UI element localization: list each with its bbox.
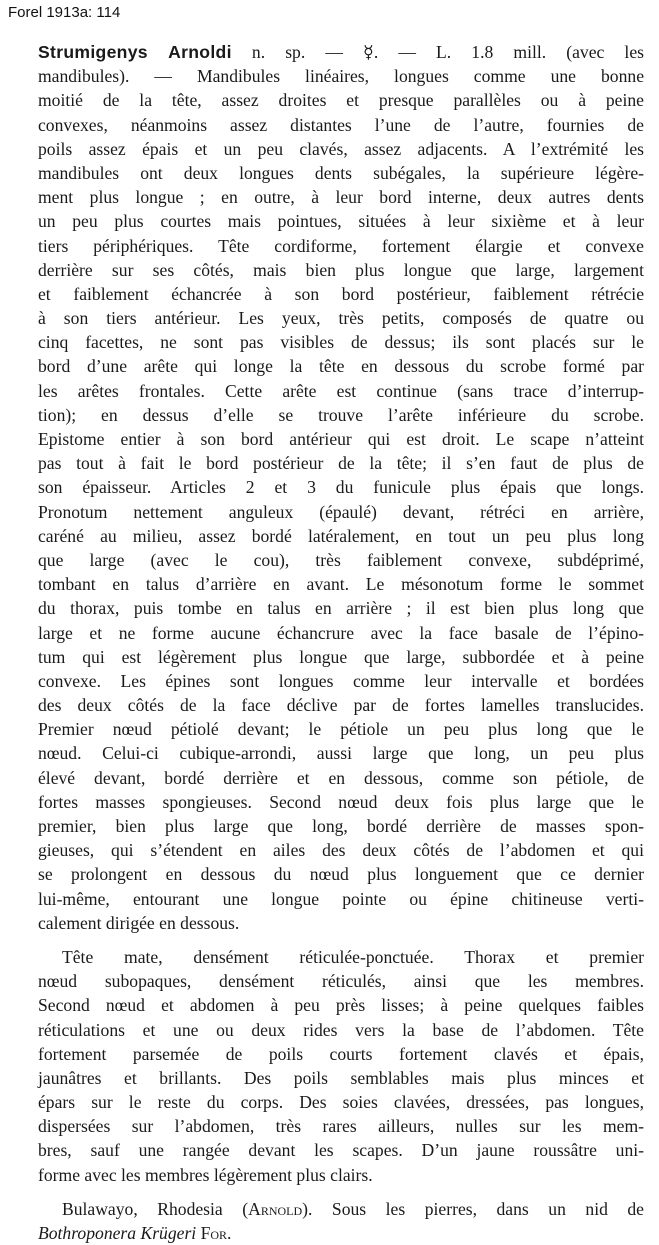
text-line: bord d’une arête qui longe la tête en dessous du scrobe formé par — [38, 356, 644, 377]
text-line: derrière sur ses côtés, mais bien plus longue que large, largement — [38, 259, 644, 280]
text-line: un peu plus courtes mais pointues, situées à leur sixième et à leur — [38, 211, 644, 232]
text-line: tiers périphériques. Tête cordiforme, fortement élargie et convexe — [38, 235, 644, 256]
text-line: que large (avec le cou), très faiblement convexe, subdéprimé, — [38, 549, 644, 570]
text-line: bres, sauf une rangée devant les scapes. D’un jaune roussâtre uni- — [38, 1140, 644, 1161]
text-line: Premier nœud pétiolé devant; le pétiole un peu plus long que le — [38, 719, 644, 740]
text-line: lui-même, entourant une longue pointe ou épine chitineuse verti- — [38, 888, 644, 909]
text-line: poils assez épais et un peu clavés, assez adjacents. A l’extrémité les — [38, 138, 644, 159]
species-heading-rest: n. sp. — ☿. — L. 1.8 mill. (avec les — [251, 42, 644, 62]
species-title: Strumigenys Arnoldi — [38, 42, 232, 62]
document-body — [38, 40, 644, 1245]
text-line: réticulations et une ou deux rides vers la base de l’abdomen. Tête — [38, 1019, 644, 1040]
text-line: se prolongent en dessous du nœud plus longuement que ce dernier — [38, 864, 644, 885]
text-line: large et ne forme aucune échancrure avec la face basale de l’épino- — [38, 622, 644, 643]
text-line: calement dirigée en dessous. — [38, 912, 240, 933]
description-paragraph — [38, 64, 644, 935]
text-line: Epistome entier à son bord antérieur qui est droit. Le scape n’atteint — [38, 429, 644, 449]
text-line: gieuses, qui s’étendent en ailes des deux côtés de l’abdomen et qui — [38, 840, 644, 861]
text-line: du thorax, puis tombe en talus en arrière ; il est bien plus long que — [38, 598, 644, 619]
text-line: nœud subopaques, densément réticulés, ainsi que les membres. — [38, 971, 644, 992]
text-line: des deux côtés de la face déclive par de fortes lamelles translucides. — [38, 695, 644, 716]
text-line: moitié de la tête, assez droites et presque parallèles ou à peine — [38, 90, 644, 111]
text-line: les arêtes frontales. Cette arête est continue (sans trace d’interrup- — [38, 380, 644, 401]
text-line: à son tiers antérieur. Les yeux, très petits, composés de quatre ou — [38, 308, 644, 329]
text-line: pas tout à fait le bord postérieur de la tête; il s’en faut de plus de — [38, 453, 644, 474]
text-line: fortes masses spongieuses. Second nœud deux fois plus large que le — [38, 791, 644, 812]
text-line: tion); en dessus d’elle se trouve l’arête inférieure du scrobe. — [38, 404, 644, 425]
text-line: Pronotum nettement anguleux (épaulé) devant, rétréci en arrière, — [38, 501, 644, 522]
text-line: fortement parsemée de poils courts fortement clavés et épais, — [38, 1043, 644, 1064]
text-line: caréné au milieu, assez bordé latéralement, en tout un peu plus long — [38, 525, 644, 546]
text-line: nœud. Celui-ci cubique-arrondi, aussi large que long, un peu plus — [38, 743, 644, 764]
text-line: forme avec les membres légèrement plus clairs. — [38, 1164, 373, 1185]
species-heading-line — [38, 40, 644, 64]
text-line: mandibules ont deux longues dents subégales, la supérieure légère- — [38, 162, 644, 183]
text-line: jaunâtres et brillants. Des poils semblables mais plus minces et — [38, 1067, 644, 1088]
text-line: Tête mate, densément réticulée-ponctuée. Thorax et premier — [62, 946, 644, 967]
text-line: convexe. Les épines sont longues comme leur intervalle et bordées — [38, 670, 644, 691]
host-author: For. — [200, 1223, 232, 1243]
text-line: ment plus longue ; en outre, à leur bord interne, deux autres dents — [38, 187, 644, 208]
text-line: mandibules). — Mandibules linéaires, longues comme une bonne — [38, 66, 644, 87]
text-line: son épaisseur. Articles 2 et 3 du funicule plus épais que longs. — [38, 477, 644, 498]
text-line: premier, bien plus large que long, bordé derrière de masses spon- — [38, 816, 644, 836]
text-line: tum qui est légèrement plus longue que large, subbordée et à peine — [38, 646, 644, 667]
text-line: élevé devant, bordé derrière et en dessous, comme son pétiole, de — [38, 767, 644, 788]
text-line: et faiblement échancrée à son bord postérieur, faiblement rétrécie — [38, 283, 644, 304]
locality-line: Bulawayo, Rhodesia (Arnold). Sous les pierres, dans un nid de — [62, 1198, 644, 1219]
text-line: tombant en talus d’arrière en avant. Le mésonotum forme le sommet — [38, 574, 644, 595]
collector-name: Arnold — [248, 1198, 303, 1219]
text-line: cinq facettes, ne sont pas visibles de dessus; ils sont placés sur le — [38, 332, 644, 353]
text-line: convexes, néanmoins assez distantes l’une de l’autre, fournies de — [38, 114, 644, 135]
page-header: Forel 1913a: 114 — [8, 4, 121, 21]
text-line: Second nœud et abdomen à peu près lisses; à peine quelques faibles — [38, 995, 644, 1016]
sculpture-paragraph — [38, 945, 644, 1187]
text-line: épars sur le reste du corps. Des soies clavées, dressées, pas longues, — [38, 1092, 644, 1113]
host-species: Bothroponera Krügeri — [38, 1223, 197, 1243]
text-line: dispersées sur l’abdomen, très rares ailleurs, nulles sur les mem- — [38, 1116, 644, 1137]
